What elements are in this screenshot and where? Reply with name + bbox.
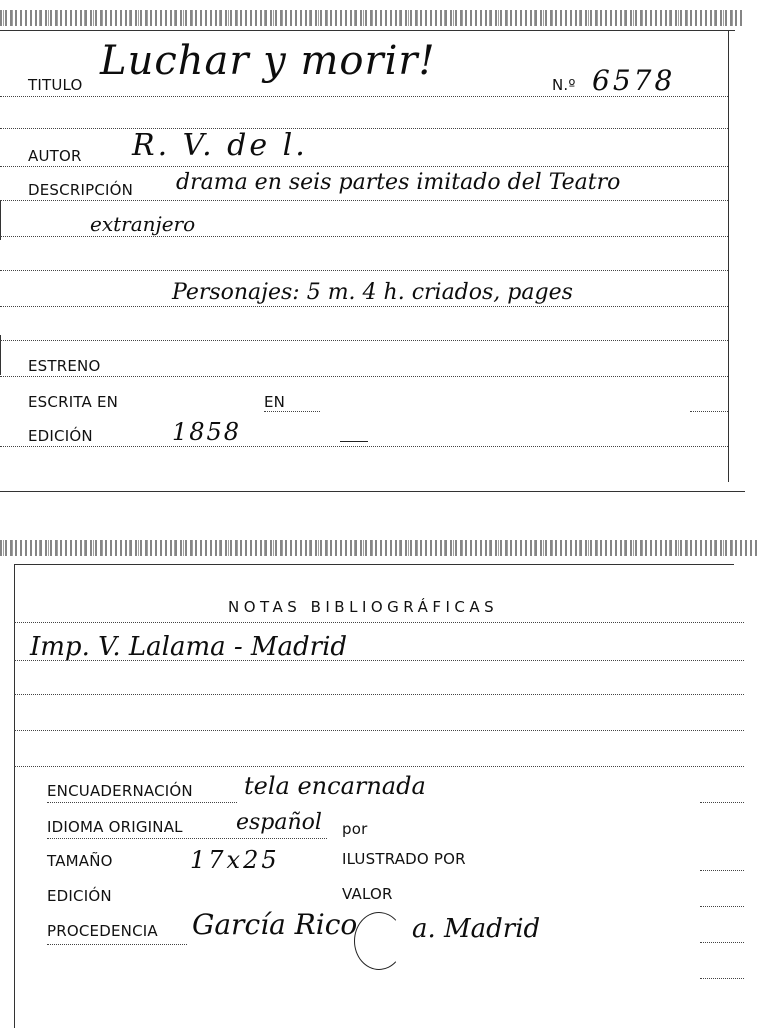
notas-heading: NOTAS BIBLIOGRÁFICAS (228, 598, 499, 616)
card-bottom-border (0, 491, 745, 492)
notas-line-1 (14, 660, 744, 661)
notas-line1: Imp. V. Lalama - Madrid (30, 632, 348, 662)
bottom-line-end (700, 978, 744, 979)
edicion-back-label: EDICIÓN (47, 887, 112, 905)
procedencia-line-end (700, 942, 744, 943)
escrita-en-label: ESCRITA EN (28, 393, 119, 411)
estreno-label: ESTRENO (28, 357, 101, 375)
torn-edge-bottom (0, 540, 759, 556)
procedencia-value: García Rico (192, 908, 358, 941)
descripcion-line-3 (0, 270, 728, 271)
descripcion-line1: drama en seis partes imitado del Teatro (176, 170, 621, 195)
procedencia-value-2: a. Madrid (412, 914, 541, 944)
por-label: por (342, 820, 368, 838)
titulo-label: TITULO (28, 76, 83, 94)
procedencia-line (47, 944, 187, 945)
edicion-label: EDICIÓN (28, 427, 93, 445)
descripcion-line-2 (0, 236, 728, 237)
catalog-card-back (0, 540, 759, 1028)
card-left-mark-2 (0, 335, 1, 375)
descripcion-label: DESCRIPCIÓN (28, 181, 134, 199)
encuadernacion-line-end (700, 802, 744, 803)
descripcion-line-1 (0, 200, 728, 201)
tamano-label: TAMAÑO (47, 852, 113, 870)
card-top-border (0, 30, 735, 31)
card-back-top-border (14, 564, 734, 565)
descripcion-line-4 (0, 306, 728, 307)
descripcion-line-5 (0, 340, 728, 341)
idioma-label: IDIOMA ORIGINAL (47, 818, 183, 836)
card-left-mark (0, 200, 1, 240)
valor-line-end (700, 906, 744, 907)
notas-line-4 (14, 766, 744, 767)
titulo-line (0, 96, 728, 97)
idioma-value: español (236, 810, 322, 835)
torn-edge-top (0, 10, 745, 26)
ilustrado-label: ILUSTRADO POR (342, 850, 466, 868)
notas-line-2 (14, 694, 744, 695)
pencil-mark (340, 441, 368, 442)
titulo-value: Luchar y morir! (100, 38, 436, 84)
en-label: EN (264, 393, 286, 411)
encuadernacion-line (47, 802, 237, 803)
en-line (264, 411, 320, 412)
blank-line-1 (0, 128, 728, 129)
notas-line-3 (14, 730, 744, 731)
procedencia-label: PROCEDENCIA (47, 922, 158, 940)
catalog-card-front (0, 0, 745, 492)
numero-label: N.º (552, 76, 576, 94)
numero-value: 6578 (592, 64, 676, 97)
valor-label: VALOR (342, 885, 393, 903)
encuadernacion-value: tela encarnada (244, 772, 426, 800)
estreno-line (0, 376, 728, 377)
descripcion-line2: extranjero (90, 212, 196, 236)
ilustrado-line-end (700, 870, 744, 871)
card-back-left-border (14, 564, 15, 1028)
card-right-border (728, 30, 729, 482)
idioma-line (47, 838, 327, 839)
escrita-line-end (690, 411, 728, 412)
descripcion-line3: Personajes: 5 m. 4 h. criados, pages (172, 280, 573, 305)
stamp-mark (354, 912, 404, 970)
encuadernacion-label: ENCUADERNACIÓN (47, 782, 193, 800)
autor-label: AUTOR (28, 147, 82, 165)
autor-value: R. V. de l. (132, 128, 308, 163)
autor-line (0, 166, 728, 167)
edicion-value: 1858 (172, 418, 242, 446)
edicion-line (0, 446, 728, 447)
notas-line-0 (14, 622, 744, 623)
tamano-value: 17x25 (190, 846, 280, 874)
